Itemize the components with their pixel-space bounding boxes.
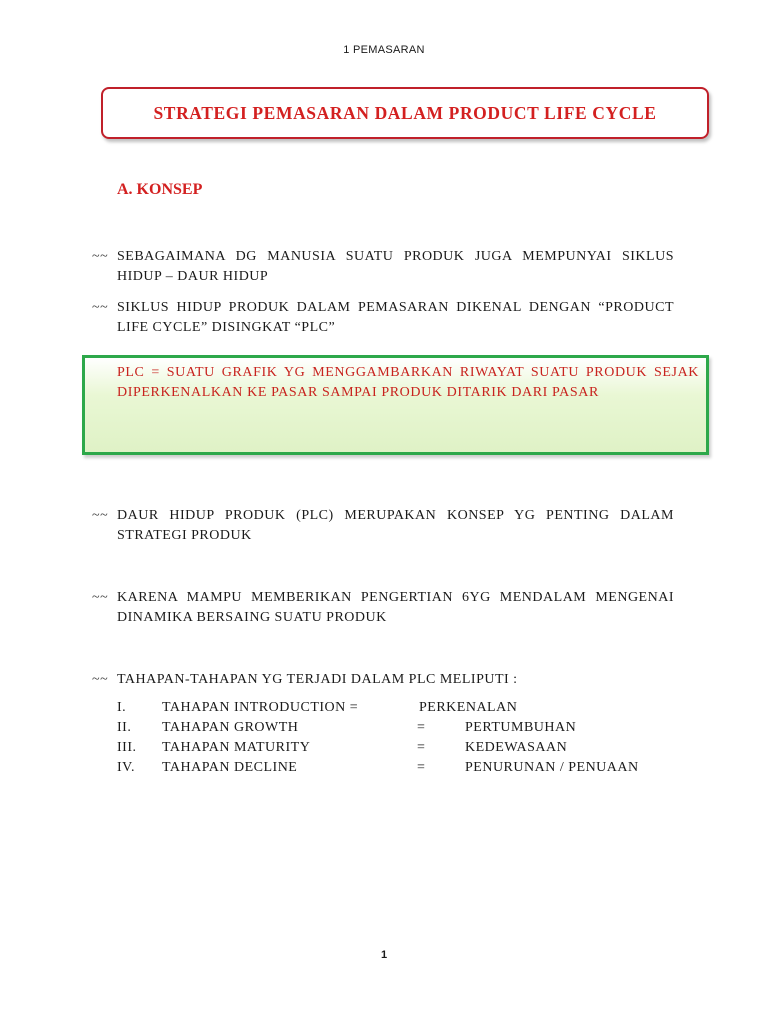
bullet-marker: ~~ [92, 590, 109, 605]
plc-definition-box [82, 355, 709, 455]
bullet-text: SEBAGAIMANA DG MANUSIA SUATU PRODUK JUGA MEMPUNYAI SIKLUS HIDUP – DAUR HIDUP [117, 249, 674, 284]
page-number: 1 [380, 949, 388, 961]
plc-definition-text: PLC = SUATU GRAFIK YG MENGGAMBARKAN RIWAYAT SUATU PRODUK SEJAK DIPERKENALKAN KE PASAR SAMPAI PRODUK DITARIK DARI PASAR [117, 365, 699, 400]
stage-number: IV. [117, 760, 135, 775]
stage-row [117, 700, 677, 720]
stages-list [117, 700, 677, 780]
stage-name: TAHAPAN GROWTH [162, 720, 299, 735]
stage-name: TAHAPAN INTRODUCTION = [162, 700, 359, 715]
stage-row [117, 760, 677, 780]
stage-name: TAHAPAN MATURITY [162, 740, 311, 755]
stage-value: PENURUNAN / PENUAAN [465, 760, 639, 775]
bullet-item [92, 588, 674, 628]
title-box [101, 87, 709, 139]
bullet-text: SIKLUS HIDUP PRODUK DALAM PEMASARAN DIKENAL DENGAN “PRODUCT LIFE CYCLE” DISINGKAT “PLC” [117, 300, 674, 335]
bullet-item [92, 247, 674, 287]
stage-name: TAHAPAN DECLINE [162, 760, 298, 775]
bullet-marker: ~~ [92, 300, 109, 315]
bullet-marker: ~~ [92, 508, 109, 523]
bullet-marker: ~~ [92, 249, 109, 264]
section-heading: A. KONSEP [117, 181, 203, 198]
stage-equals: = [417, 760, 426, 775]
stage-value: PERTUMBUHAN [465, 720, 577, 735]
stage-row [117, 740, 677, 760]
bullet-item [92, 506, 674, 546]
bullet-marker: ~~ [92, 672, 109, 687]
stage-equals: = [417, 720, 426, 735]
page-header: 1 PEMASARAN [343, 44, 425, 56]
bullet-item [92, 670, 674, 690]
stage-value: PERKENALAN [419, 700, 518, 715]
bullet-item [92, 298, 674, 338]
document-title: STRATEGI PEMASARAN DALAM PRODUCT LIFE CYCLE [153, 102, 657, 123]
stage-equals: = [417, 740, 426, 755]
stage-number: II. [117, 720, 132, 735]
bullet-text: TAHAPAN-TAHAPAN YG TERJADI DALAM PLC MELIPUTI : [117, 672, 518, 687]
stage-value: KEDEWASAAN [465, 740, 568, 755]
bullet-text: DAUR HIDUP PRODUK (PLC) MERUPAKAN KONSEP YG PENTING DALAM STRATEGI PRODUK [117, 508, 674, 543]
stage-number: III. [117, 740, 137, 755]
bullet-text: KARENA MAMPU MEMBERIKAN PENGERTIAN 6YG MENDALAM MENGENAI DINAMIKA BERSAING SUATU PRODUK [117, 590, 674, 625]
stage-number: I. [117, 700, 127, 715]
stage-row [117, 720, 677, 740]
